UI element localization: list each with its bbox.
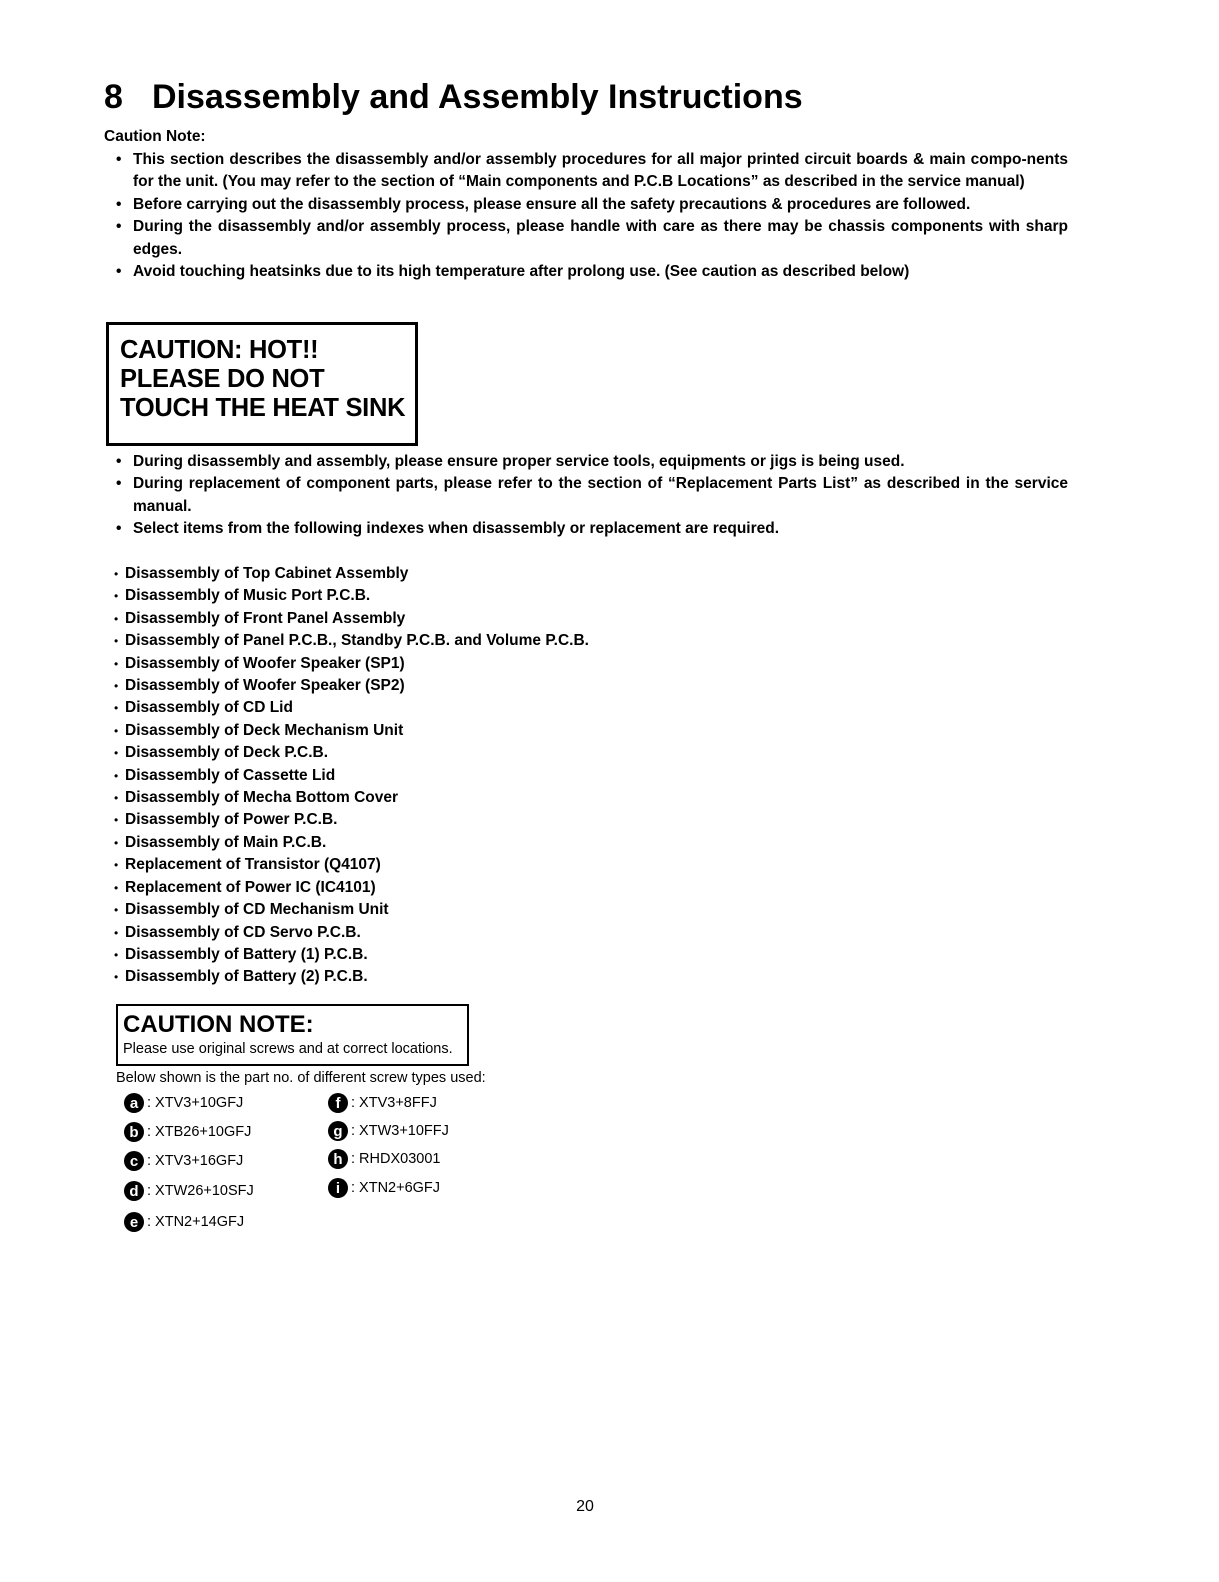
screw-letter-badge: d xyxy=(124,1181,144,1201)
index-item: • Disassembly of Battery (1) P.C.B. xyxy=(112,944,812,966)
index-item: • Disassembly of CD Lid xyxy=(112,697,812,719)
screw-type-h xyxy=(328,1149,440,1169)
caution-note-text: Please use original screws and at correct locations. xyxy=(123,1041,453,1057)
index-item: • Disassembly of Woofer Speaker (SP2) xyxy=(112,675,812,697)
screw-type-e xyxy=(124,1212,244,1232)
procedure-bullet: • Select items from the following indexes when disassembly or replacement are required. xyxy=(112,518,1068,540)
screw-type-a xyxy=(124,1093,243,1113)
screw-letter-badge: h xyxy=(328,1149,348,1169)
index-item: • Replacement of Power IC (IC4101) xyxy=(112,877,812,899)
hot-caution-line: CAUTION: HOT!! xyxy=(120,336,319,364)
index-item: • Disassembly of CD Mechanism Unit xyxy=(112,899,812,921)
screw-part-number: : XTN2+6GFJ xyxy=(351,1180,441,1196)
screw-type-c xyxy=(124,1151,243,1171)
index-item: • Disassembly of Mecha Bottom Cover xyxy=(112,787,812,809)
procedure-bullet: • During disassembly and assembly, please ensure proper service tools, equipments or jigs is being used. xyxy=(112,451,1068,473)
index-item: • Disassembly of Panel P.C.B., Standby P.C.B. and Volume P.C.B. xyxy=(112,630,812,652)
index-item: • Disassembly of Music Port P.C.B. xyxy=(112,585,812,607)
screw-part-number: : XTV3+8FFJ xyxy=(351,1095,437,1111)
index-item: • Disassembly of Deck Mechanism Unit xyxy=(112,720,812,742)
index-item: • Disassembly of Top Cabinet Assembly xyxy=(112,563,812,585)
index-item: • Disassembly of Front Panel Assembly xyxy=(112,608,812,630)
index-item: • Disassembly of Power P.C.B. xyxy=(112,809,812,831)
screw-type-b xyxy=(124,1122,251,1142)
caution-note-box xyxy=(116,1004,469,1066)
screw-letter-badge: a xyxy=(124,1093,144,1113)
intro-bullet: • During the disassembly and/or assembly process, please handle with care as there may be chassis components with sharp edges. xyxy=(112,216,1068,261)
screw-letter-badge: b xyxy=(124,1122,144,1142)
screw-part-number: : XTW3+10FFJ xyxy=(351,1123,449,1139)
intro-bullet: • Avoid touching heatsinks due to its high temperature after prolong use. (See caution as described below) xyxy=(112,261,1068,283)
procedure-bullet-list xyxy=(112,451,1068,541)
caution-note-label: Caution Note: xyxy=(104,128,206,145)
screw-letter-badge: g xyxy=(328,1121,348,1141)
intro-bullet: • This section describes the disassembly and/or assembly procedures for all major printed circuit boards & main compo-nents for the unit. (You may refer to the section of “Main components and P.C.B Locations” as described in the service manual) xyxy=(112,149,1068,194)
screw-part-number: : XTB26+10GFJ xyxy=(147,1124,252,1140)
screw-letter-badge: e xyxy=(124,1212,144,1232)
screw-part-number: : XTN2+14GFJ xyxy=(147,1214,245,1230)
section-number: 8 xyxy=(104,78,123,116)
index-item: • Disassembly of Main P.C.B. xyxy=(112,832,812,854)
index-item: • Disassembly of Woofer Speaker (SP1) xyxy=(112,653,812,675)
procedure-bullet: • During replacement of component parts, please refer to the section of “Replacement Parts List” as described in the service manual. xyxy=(112,473,1068,518)
screw-part-number: : RHDX03001 xyxy=(351,1151,441,1167)
index-item: • Disassembly of Cassette Lid xyxy=(112,765,812,787)
page-number: 20 xyxy=(576,1498,594,1515)
index-item: • Disassembly of CD Servo P.C.B. xyxy=(112,922,812,944)
screw-type-i xyxy=(328,1178,440,1198)
screw-part-number: : XTV3+16GFJ xyxy=(147,1153,244,1169)
screw-part-number: : XTV3+10GFJ xyxy=(147,1095,244,1111)
section-title: Disassembly and Assembly Instructions xyxy=(152,78,803,116)
screw-type-g xyxy=(328,1121,449,1141)
disassembly-index-list xyxy=(112,563,812,989)
page-title xyxy=(104,78,803,117)
hot-caution-line: TOUCH THE HEAT SINK xyxy=(120,394,406,422)
index-item: • Disassembly of Battery (2) P.C.B. xyxy=(112,966,812,988)
hot-caution-box xyxy=(106,322,418,446)
screw-type-f xyxy=(328,1093,437,1113)
intro-bullet: • Before carrying out the disassembly process, please ensure all the safety precautions & procedures are followed. xyxy=(112,194,1068,216)
screw-types-caption: Below shown is the part no. of different screw types used: xyxy=(116,1070,486,1086)
screw-part-number: : XTW26+10SFJ xyxy=(147,1183,254,1199)
index-item: • Disassembly of Deck P.C.B. xyxy=(112,742,812,764)
screw-letter-badge: f xyxy=(328,1093,348,1113)
screw-letter-badge: c xyxy=(124,1151,144,1171)
intro-bullet-list xyxy=(112,149,1068,283)
caution-note-heading: CAUTION NOTE: xyxy=(123,1011,314,1038)
index-item: • Replacement of Transistor (Q4107) xyxy=(112,854,812,876)
screw-letter-badge: i xyxy=(328,1178,348,1198)
screw-type-d xyxy=(124,1181,254,1201)
hot-caution-line: PLEASE DO NOT xyxy=(120,365,325,393)
